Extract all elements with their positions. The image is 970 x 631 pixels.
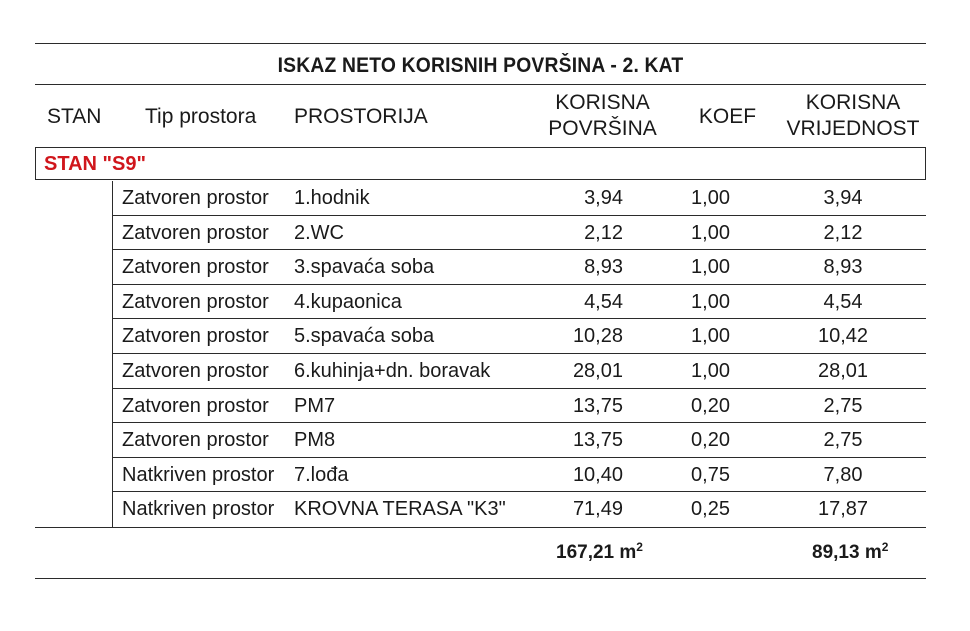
cell-tip-prostora: Zatvoren prostor: [122, 290, 269, 313]
cell-koef: 0,20: [691, 429, 730, 452]
total-vrijednost-value: 89,13 m: [812, 542, 882, 563]
cell-korisna-povrsina: 13,75: [572, 394, 623, 417]
cell-koef: 0,20: [691, 394, 730, 417]
total-povrsina: [556, 538, 643, 568]
cell-prostorija: 3.spavaća soba: [294, 256, 435, 279]
cell-tip-prostora: Zatvoren prostor: [122, 394, 269, 417]
cell-korisna-vrijednost: 2,12: [823, 221, 863, 244]
cell-tip-prostora: Natkriven prostor: [122, 463, 275, 486]
table-row: [112, 389, 926, 424]
header-stan: STAN: [47, 105, 102, 128]
cell-korisna-povrsina: 10,28: [572, 325, 623, 348]
cell-prostorija: 7.lođa: [294, 463, 349, 486]
table-row: [112, 285, 926, 320]
cell-prostorija: 4.kupaonica: [294, 290, 402, 313]
cell-korisna-vrijednost: 7,80: [823, 463, 863, 486]
cell-tip-prostora: Zatvoren prostor: [122, 429, 269, 452]
header-tip-prostora: Tip prostora: [145, 105, 257, 128]
totals-rule: [35, 527, 926, 528]
cell-tip-prostora: Natkriven prostor: [122, 498, 275, 521]
table-title: ISKAZ NETO KORISNIH POVRŠINA - 2. KAT: [277, 54, 684, 77]
cell-prostorija: 2.WC: [294, 221, 344, 244]
header-korisna-povrsina: [540, 90, 665, 142]
table-row: [112, 423, 926, 458]
cell-tip-prostora: Zatvoren prostor: [122, 221, 269, 244]
cell-korisna-vrijednost: 2,75: [823, 394, 863, 417]
cell-korisna-povrsina: 2,12: [584, 221, 623, 244]
cell-korisna-vrijednost: 4,54: [823, 290, 863, 313]
table-row: [112, 181, 926, 216]
table-row: [112, 458, 926, 493]
cell-prostorija: PM8: [294, 429, 336, 452]
cell-korisna-povrsina: 71,49: [572, 498, 623, 521]
cell-tip-prostora: Zatvoren prostor: [122, 360, 269, 382]
title-rule: [35, 84, 926, 85]
cell-prostorija: 1.hodnik: [294, 187, 370, 209]
cell-korisna-vrijednost: 28,01: [817, 360, 869, 382]
cell-prostorija: PM7: [294, 394, 336, 417]
cell-koef: 1,00: [691, 256, 730, 279]
cell-korisna-povrsina: 10,40: [572, 463, 623, 486]
cell-prostorija: KROVNA TERASA "K3": [294, 498, 506, 521]
table-row: [112, 319, 926, 354]
cell-tip-prostora: Zatvoren prostor: [122, 187, 269, 209]
cell-korisna-vrijednost: 3,94: [823, 187, 863, 209]
cell-korisna-vrijednost: 2,75: [823, 429, 863, 452]
cell-korisna-vrijednost: 10,42: [817, 325, 869, 348]
cell-koef: 0,75: [691, 463, 730, 486]
bottom-rule: [35, 578, 926, 579]
cell-koef: 1,00: [691, 187, 730, 209]
cell-korisna-povrsina: 28,01: [572, 360, 623, 382]
total-povrsina-value: 167,21 m: [556, 542, 637, 563]
table-row: [112, 250, 926, 285]
header-korisna-vrijednost-line1: KORISNA: [805, 91, 901, 114]
cell-tip-prostora: Zatvoren prostor: [122, 325, 269, 348]
table-row: [112, 354, 926, 389]
cell-koef: 0,25: [691, 498, 730, 521]
total-vrijednost-unit: 2: [881, 540, 889, 554]
header-korisna-povrsina-line2: POVRŠINA: [548, 117, 657, 140]
header-prostorija: PROSTORIJA: [294, 105, 428, 128]
cell-korisna-povrsina: 8,93: [584, 256, 623, 279]
section-label: STAN "S9": [44, 153, 146, 175]
cell-koef: 1,00: [691, 360, 730, 382]
total-povrsina-unit: 2: [636, 540, 643, 554]
cell-koef: 1,00: [691, 325, 730, 348]
top-rule: [35, 43, 926, 44]
cell-korisna-vrijednost: 17,87: [817, 498, 869, 521]
cell-korisna-povrsina: 3,94: [584, 187, 623, 209]
cell-koef: 1,00: [691, 221, 730, 244]
cell-prostorija: 5.spavaća soba: [294, 325, 435, 348]
total-vrijednost: [812, 538, 888, 568]
cell-korisna-vrijednost: 8,93: [823, 256, 863, 279]
header-korisna-povrsina-line1: KORISNA: [555, 91, 650, 114]
cell-koef: 1,00: [691, 290, 730, 313]
header-korisna-vrijednost: [778, 90, 928, 142]
cell-korisna-povrsina: 13,75: [572, 429, 623, 452]
table-row: [112, 492, 926, 527]
cell-tip-prostora: Zatvoren prostor: [122, 256, 269, 279]
header-korisna-vrijednost-line2: VRIJEDNOST: [786, 117, 920, 140]
section-header-box: [35, 147, 926, 180]
header-koef: KOEF: [698, 105, 757, 128]
cell-prostorija: 6.kuhinja+dn. boravak: [294, 360, 491, 382]
cell-korisna-povrsina: 4,54: [584, 290, 623, 313]
table-row: [112, 216, 926, 251]
